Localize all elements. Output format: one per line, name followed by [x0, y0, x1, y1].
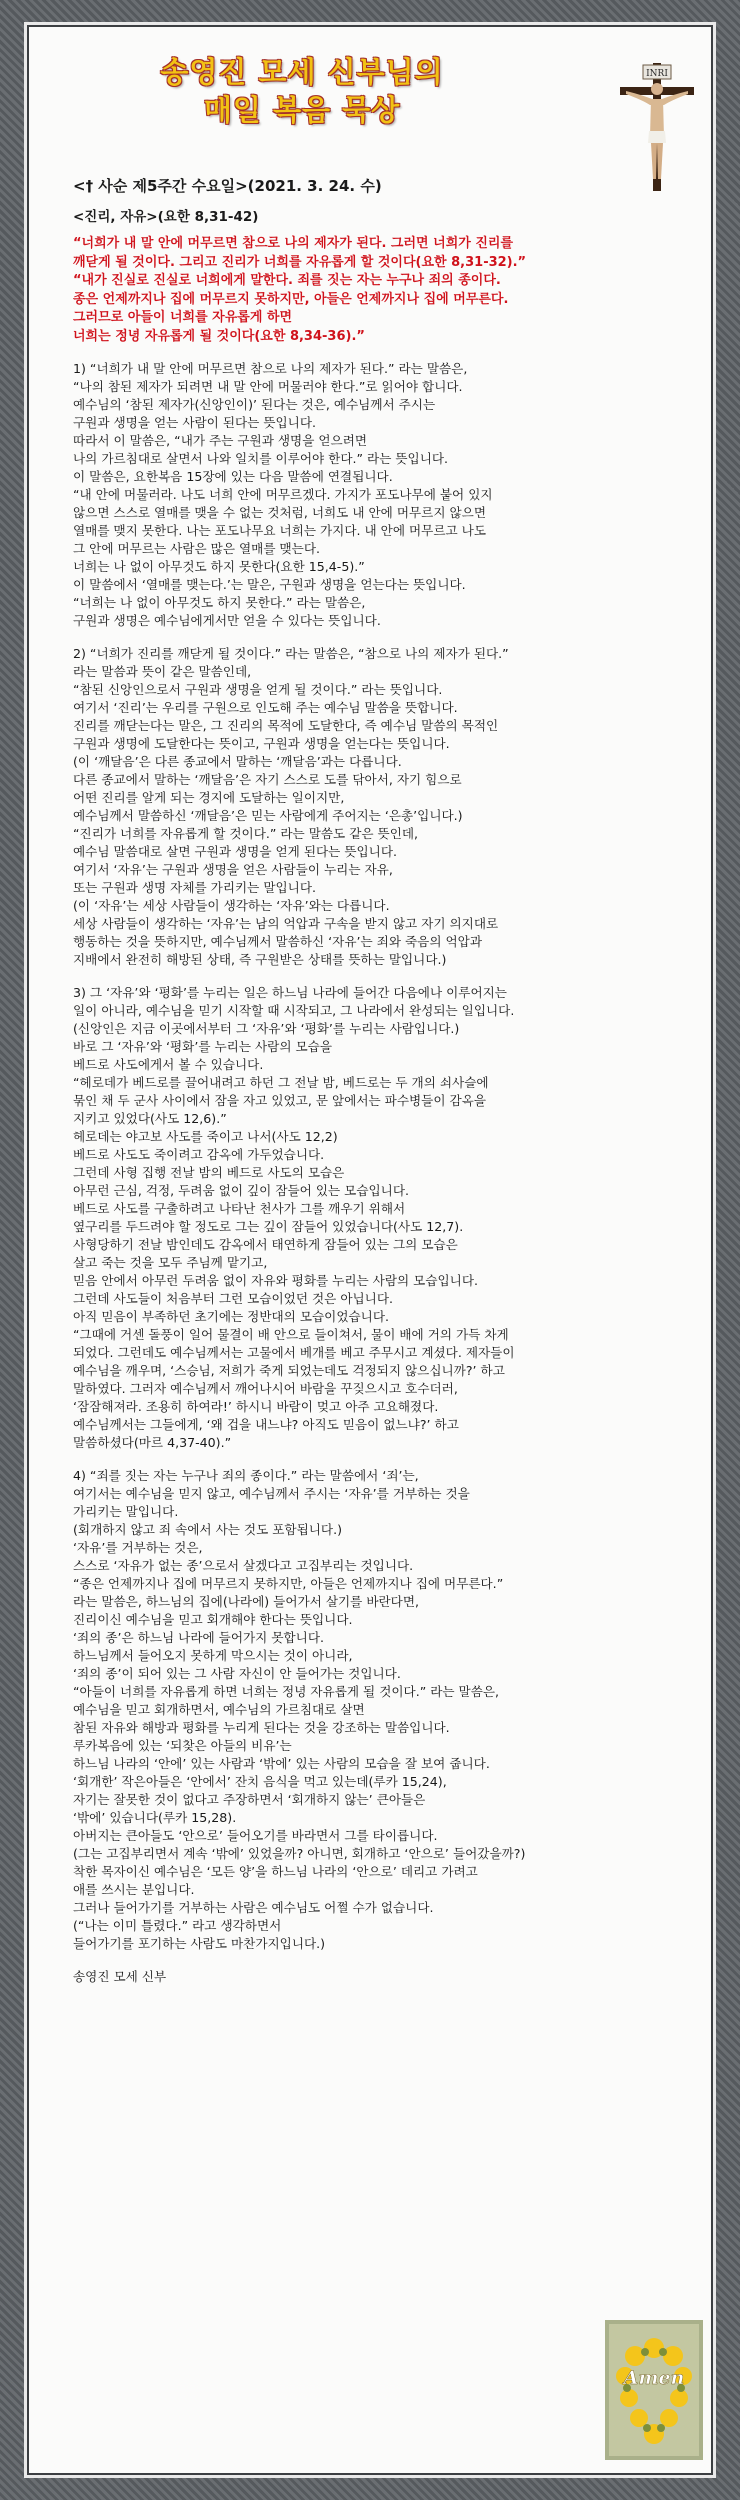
text-line: 말하였다. 그러자 예수님께서 깨어나시어 바람을 꾸짖으시고 호수더러, [73, 1381, 458, 1396]
text-line: “종은 언제까지나 집에 머무르지 못하지만, 아들은 언제까지나 집에 머무른다.” [73, 1576, 504, 1591]
text-line: 그런데 사도들이 처음부터 그런 모습이었던 것은 아닙니다. [73, 1291, 393, 1306]
text-line: 구원과 생명은 예수님에게서만 얻을 수 있다는 뜻입니다. [73, 613, 381, 628]
text-line: “참된 신앙인으로서 구원과 생명을 얻게 될 것이다.” 라는 뜻입니다. [73, 682, 443, 697]
text-line: 라는 말씀과 뜻이 같은 말씀인데, [73, 664, 252, 679]
text-line: 살고 죽는 것을 모두 주님께 맡기고, [73, 1255, 268, 1270]
text-line: 그런데 사형 집행 전날 밤의 베드로 사도의 모습은 [73, 1165, 345, 1180]
paragraph-1 [73, 360, 683, 630]
page-paper [24, 22, 716, 2478]
text-line: 3) 그 ‘자유’와 ‘평화’를 누리는 일은 하느님 나라에 들어간 다음에나 이루어지는 [73, 985, 507, 1000]
text-line: 되었다. 그런데도 예수님께서는 고물에서 베개를 베고 주무시고 계셨다. 제자들이 [73, 1345, 515, 1360]
text-line: 옆구리를 두드려야 할 정도로 그는 깊이 잠들어 있었습니다(사도 12,7). [73, 1219, 464, 1234]
text-line: 세상 사람들이 생각하는 ‘자유’는 남의 억압과 구속을 받지 않고 자기 의지대로 [73, 916, 499, 931]
paragraph-3 [73, 984, 683, 1452]
text-line: 예수님 말씀대로 살면 구원과 생명을 얻게 된다는 뜻입니다. [73, 844, 397, 859]
text-line: 1) “너희가 내 말 안에 머무르면 참으로 나의 제자가 된다.” 라는 말씀은, [73, 361, 468, 376]
amen-flower-wreath-icon [605, 2320, 703, 2460]
text-line: 자기는 잘못한 것이 없다고 주장하면서 ‘회개하지 않는’ 큰아들은 [73, 1792, 426, 1807]
text-line: 사형당하기 전날 밤인데도 감옥에서 태연하게 잠들어 있는 그의 모습은 [73, 1237, 458, 1252]
text-line: ‘죄의 종’은 하느님 나라에 들어가지 못합니다. [73, 1630, 325, 1645]
text-line: 베드로 사도도 죽이려고 감옥에 가두었습니다. [73, 1147, 325, 1162]
text-line: 행동하는 것을 뜻하지만, 예수님께서 말씀하신 ‘자유’는 죄와 죽음의 억압과 [73, 934, 483, 949]
text-line: “헤로데가 베드로를 끌어내려고 하던 그 전날 밤, 베드로는 두 개의 쇠사슬에 [73, 1075, 489, 1090]
scripture-line: “내가 진실로 진실로 너희에게 말한다. 죄를 짓는 자는 누구나 죄의 종이다. [73, 273, 501, 288]
author-signature: 송영진 모세 신부 [73, 1969, 167, 1984]
text-line: (신앙인은 지금 이곳에서부터 그 ‘자유’와 ‘평화’를 누리는 사람입니다.) [73, 1021, 460, 1036]
text-line: 베드로 사도를 구출하려고 나타난 천사가 그를 깨우기 위해서 [73, 1201, 406, 1216]
text-line: 아버지는 큰아들도 ‘안으로’ 들어오기를 바라면서 그를 타이릅니다. [73, 1828, 438, 1843]
text-line: 그 안에 머무르는 사람은 많은 열매를 맺는다. [73, 541, 321, 556]
scripture-line: 너희는 정녕 자유롭게 될 것이다(요한 8,34-36).” [73, 328, 365, 344]
text-line: 참된 자유와 해방과 평화를 누리게 된다는 것을 강조하는 말씀입니다. [73, 1720, 450, 1735]
text-line: 이 말씀에서 ‘열매를 맺는다.’는 말은, 구원과 생명을 얻는다는 뜻입니다. [73, 577, 466, 592]
paragraph-4 [73, 1467, 683, 1953]
text-line: 들어가기를 포기하는 사람도 마찬가지입니다.) [73, 1936, 326, 1951]
text-line: “나의 참된 제자가 되려면 내 말 안에 머물러야 한다.”로 읽어야 합니다. [73, 379, 463, 394]
text-line: ‘죄의 종’이 되어 있는 그 사람 자신이 안 들어가는 것입니다. [73, 1666, 401, 1681]
text-line: 예수님께서는 그들에게, ‘왜 겁을 내느냐? 아직도 믿음이 없느냐?’ 하고 [73, 1417, 459, 1432]
text-line: 루카복음에 있는 ‘되찾은 아들의 비유’는 [73, 1738, 292, 1753]
text-line: 따라서 이 말씀은, “내가 주는 구원과 생명을 얻으려면 [73, 433, 368, 448]
text-line: 진리를 깨닫는다는 말은, 그 진리의 목적에 도달한다, 즉 예수님 말씀의 목적인 [73, 718, 499, 733]
scripture-line: 종은 언제까지나 집에 머무르지 못하지만, 아들은 언제까지나 집에 머무른다. [73, 291, 509, 307]
text-line: “아들이 너희를 자유롭게 하면 너희는 정녕 자유롭게 될 것이다.” 라는 말씀은, [73, 1684, 500, 1699]
inri-plaque: INRI [646, 69, 668, 79]
text-line: 예수님을 믿고 회개하면서, 예수님의 가르침대로 살면 [73, 1702, 365, 1717]
text-line: 구원과 생명을 얻는 사람이 된다는 뜻입니다. [73, 415, 316, 430]
text-line: 2) “너희가 진리를 깨닫게 될 것이다.” 라는 말씀은, “참으로 나의 제자가 된다.” [73, 646, 509, 661]
text-line: (이 ‘자유’는 세상 사람들이 생각하는 ‘자유’와는 다릅니다. [73, 898, 390, 913]
text-line: 지키고 있었다(사도 12,6).” [73, 1111, 227, 1126]
scripture-line: 그러므로 아들이 너희를 자유롭게 하면 [73, 310, 293, 325]
text-line: 또는 구원과 생명 자체를 가리키는 말입니다. [73, 880, 316, 895]
text-line: 열매를 맺지 못한다. 나는 포도나무요 너희는 가지다. 내 안에 머무르고 나도 [73, 523, 487, 538]
text-line: (그는 고집부리면서 계속 ‘밖에’ 있었을까? 아니면, 회개하고 ‘안으로’ 들어갔을까?) [73, 1846, 526, 1861]
text-line: 진리이신 예수님을 믿고 회개해야 한다는 뜻입니다. [73, 1612, 353, 1627]
paragraph-2 [73, 645, 683, 969]
text-line: 말씀하셨다(마르 4,37-40).” [73, 1435, 232, 1450]
text-line: 너희는 나 없이 아무것도 하지 못한다(요한 15,4-5).” [73, 559, 365, 574]
title-line-1: 송영진 모세 신부님의 [160, 55, 444, 89]
text-line: 하느님 나라의 ‘안에’ 있는 사람과 ‘밖에’ 있는 사람의 모습을 잘 보여 줍니다. [73, 1756, 490, 1771]
text-line: 가리키는 말입니다. [73, 1504, 179, 1519]
text-line: 다른 종교에서 말하는 ‘깨달음’은 자기 스스로 도를 닦아서, 자기 힘으로 [73, 772, 462, 787]
text-line: 여기서 ‘진리’는 우리를 구원으로 인도해 주는 예수님 말씀을 뜻합니다. [73, 700, 458, 715]
text-line: 4) “죄를 짓는 자는 누구나 죄의 종이다.” 라는 말씀에서 ‘죄’는, [73, 1468, 419, 1483]
text-line: (회개하지 않고 죄 속에서 사는 것도 포함됩니다.) [73, 1522, 342, 1537]
text-line: 예수님께서 말씀하신 ‘깨달음’은 믿는 사람에게 주어지는 ‘은총’입니다.) [73, 808, 463, 823]
text-line: ‘회개한’ 작은아들은 ‘안에서’ 잔치 음식을 먹고 있는데(루카 15,24), [73, 1774, 447, 1789]
scripture-reference: <진리, 자유>(요한 8,31-42) [73, 209, 259, 225]
text-line: 않으면 스스로 열매를 맺을 수 없는 것처럼, 너희도 내 안에 머무르지 않으면 [73, 505, 487, 520]
text-line: “너희는 나 없이 아무것도 하지 못한다.” 라는 말씀은, [73, 595, 366, 610]
text-line: 지배에서 완전히 해방된 상태, 즉 구원받은 상태를 뜻하는 말입니다.) [73, 952, 447, 967]
text-line: 나의 가르침대로 살면서 나와 일치를 이루어야 한다.” 라는 뜻입니다. [73, 451, 449, 466]
text-line: ‘잠잠해져라. 조용히 하여라!’ 하시니 바람이 멎고 아주 고요해졌다. [73, 1399, 439, 1414]
text-line: 이 말씀은, 요한복음 15장에 있는 다음 말씀에 연결됩니다. [73, 469, 393, 484]
text-line: 애를 쓰시는 분입니다. [73, 1882, 195, 1897]
header-title [112, 53, 492, 129]
text-line: 헤로데는 야고보 사도를 죽이고 나서(사도 12,2) [73, 1129, 338, 1144]
amen-text: Amen [623, 2367, 685, 2389]
text-line: 착한 목자이신 예수님은 ‘모든 양’을 하느님 나라의 ‘안으로’ 데리고 가려고 [73, 1864, 478, 1879]
title-line-2: 매일 복음 묵상 [203, 93, 401, 127]
text-line: 아무런 근심, 걱정, 두려움 없이 깊이 잠들어 있는 모습입니다. [73, 1183, 410, 1198]
text-line: 베드로 사도에게서 볼 수 있습니다. [73, 1057, 264, 1072]
text-line: 예수님을 깨우며, ‘스승님, 저희가 죽게 되었는데도 걱정되지 않으십니까?’ 하고 [73, 1363, 505, 1378]
text-line: 여기서 ‘자유’는 구원과 생명을 얻은 사람들이 누리는 자유, [73, 862, 393, 877]
text-line: “진리가 너희를 자유롭게 할 것이다.” 라는 말씀도 같은 뜻인데, [73, 826, 419, 841]
meditation-content [73, 175, 683, 1986]
crucifix-icon [612, 59, 702, 194]
scripture-line: 깨닫게 될 것이다. 그리고 진리가 너희를 자유롭게 할 것이다(요한 8,31-32).” [73, 254, 527, 270]
date-line: <† 사순 제5주간 수요일>(2021. 3. 24. 수) [73, 177, 382, 195]
text-line: 하느님께서 들어오지 못하게 막으시는 것이 아니라, [73, 1648, 353, 1663]
text-line: ‘자유’를 거부하는 것은, [73, 1540, 203, 1555]
text-line: 바로 그 ‘자유’와 ‘평화’를 누리는 사람의 모습을 [73, 1039, 333, 1054]
text-line: 예수님의 ‘참된 제자가(신앙인이)’ 된다는 것은, 예수님께서 주시는 [73, 397, 436, 412]
text-line: (“나는 이미 틀렸다.” 라고 생각하면서 [73, 1918, 282, 1933]
text-line: (이 ‘깨달음’은 다른 종교에서 말하는 ‘깨달음’과는 다릅니다. [73, 754, 402, 769]
text-line: “그때에 거센 돌풍이 일어 물결이 배 안으로 들이쳐서, 물이 배에 거의 가득 차게 [73, 1327, 509, 1342]
text-line: 아직 믿음이 부족하던 초기에는 정반대의 모습이었습니다. [73, 1309, 389, 1324]
text-line: 묶인 채 두 군사 사이에서 잠을 자고 있었고, 문 앞에서는 파수병들이 감옥을 [73, 1093, 487, 1108]
text-line: 구원과 생명에 도달한다는 뜻이고, 구원과 생명을 얻는다는 뜻입니다. [73, 736, 450, 751]
scripture-quote [73, 235, 683, 346]
text-line: 믿음 안에서 아무런 두려움 없이 자유와 평화를 누리는 사람의 모습입니다. [73, 1273, 478, 1288]
text-line: 라는 말씀은, 하느님의 집에(나라에) 들어가서 살기를 바란다면, [73, 1594, 419, 1609]
text-line: “내 안에 머물러라. 나도 너희 안에 머무르겠다. 가지가 포도나무에 붙어 있지 [73, 487, 493, 502]
text-line: 스스로 ‘자유가 없는 종’으로서 살겠다고 고집부리는 것입니다. [73, 1558, 414, 1573]
text-line: 그러나 들어가기를 거부하는 사람은 예수님도 어쩔 수가 없습니다. [73, 1900, 434, 1915]
text-line: ‘밖에’ 있습니다(루카 15,28). [73, 1810, 237, 1825]
text-line: 어떤 진리를 알게 되는 경지에 도달하는 일이지만, [73, 790, 345, 805]
text-line: 여기서는 예수님을 믿지 않고, 예수님께서 주시는 ‘자유’를 거부하는 것을 [73, 1486, 470, 1501]
text-line: 일이 아니라, 예수님을 믿기 시작할 때 시작되고, 그 나라에서 완성되는 일입니다. [73, 1003, 515, 1018]
scripture-line: “너희가 내 말 안에 머무르면 참으로 나의 제자가 된다. 그러면 너희가 진리를 [73, 236, 514, 251]
